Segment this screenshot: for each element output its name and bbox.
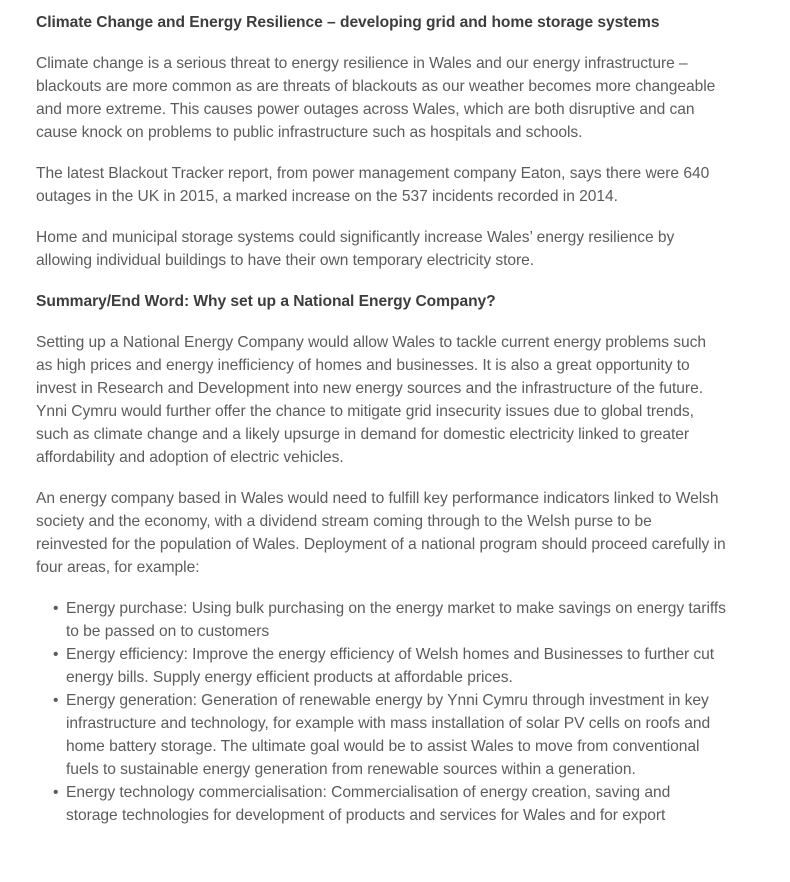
paragraph-kpi-deployment: An energy company based in Wales would need to fulfill key performance indicators linked to Welsh society and the economy, with a dividend stream coming through to the Welsh purse to be reinvested for the population of Wales. Deployment of a national program should proceed carefully in four areas, for example:	[36, 490, 726, 576]
list-item-text: Energy purchase: Using bulk purchasing on the energy market to make savings on energy tariffs to be passed on to customers	[66, 600, 726, 640]
list-item-text: Energy generation: Generation of renewable energy by Ynni Cymru through investment in key infrastructure and technology, for example with mass installation of solar PV cells on roofs and home battery storage. The ultimate goal would be to assist Wales to move from conventional fuels to sustainable energy generation from renewable sources within a generation.	[66, 692, 711, 778]
bullet-icon: •	[53, 600, 59, 617]
list-item-text: Energy technology commercialisation: Commercialisation of energy creation, saving and storage technologies for development of products and services for Wales and for export	[66, 784, 671, 824]
bullet-icon: •	[53, 646, 59, 663]
bullet-icon: •	[53, 784, 59, 801]
list-item	[36, 781, 726, 827]
energy-areas-list	[36, 579, 726, 827]
paragraph-national-energy-company: Setting up a National Energy Company would allow Wales to tackle current energy problems such as high prices and energy inefficiency of homes and businesses. It is also a great opportunity to invest in Research and Development into new energy sources and the infrastructure of the future. Ynni Cymru would further offer the chance to mitigate grid insecurity issues due to global trends, such as climate change and a likely upsurge in demand for domestic electricity linked to greater affordability and adoption of electric vehicles.	[36, 334, 706, 466]
list-item	[36, 597, 726, 643]
bullet-icon: •	[53, 692, 59, 709]
document-heading: Climate Change and Energy Resilience – developing grid and home storage systems	[36, 14, 660, 31]
list-item-text: Energy efficiency: Improve the energy efficiency of Welsh homes and Businesses to further cut energy bills. Supply energy efficient products at affordable prices.	[66, 646, 715, 686]
paragraph-blackout-tracker: The latest Blackout Tracker report, from power management company Eaton, says there were 640 outages in the UK in 2015, a marked increase on the 537 incidents recorded in 2014.	[36, 165, 710, 205]
list-item	[36, 643, 726, 689]
list-item	[36, 689, 726, 781]
paragraph-storage-systems: Home and municipal storage systems could significantly increase Wales’ energy resilience by allowing individual buildings to have their own temporary electricity store.	[36, 229, 675, 269]
paragraph-climate-threat: Climate change is a serious threat to energy resilience in Wales and our energy infrastructure – blackouts are more common as are threats of blackouts as our weather becomes more changeable and more extreme. This causes power outages across Wales, which are both disruptive and can cause knock on problems to public infrastructure such as hospitals and schools.	[36, 55, 716, 141]
section-subheading-summary: Summary/End Word: Why set up a National Energy Company?	[36, 293, 496, 310]
